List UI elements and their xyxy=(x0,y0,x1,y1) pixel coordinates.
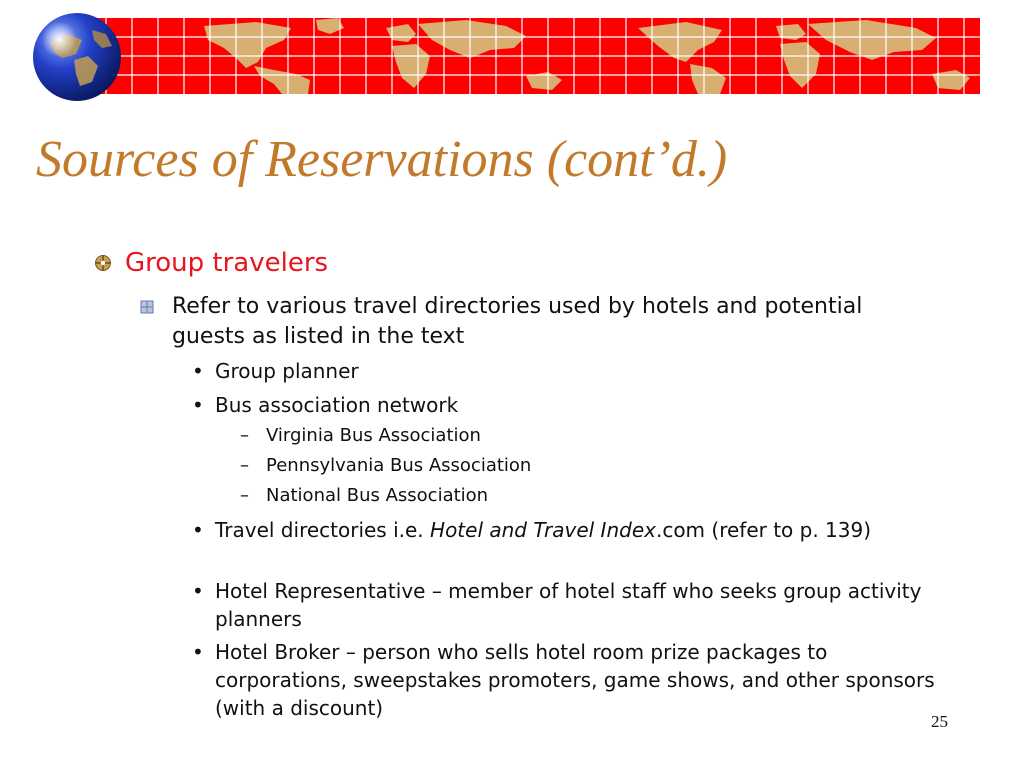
group-travelers-heading: Group travelers xyxy=(125,248,329,278)
dash-marker: – xyxy=(240,455,249,476)
bullet-dot: • xyxy=(192,640,204,664)
directories-suffix: .com (refer to p. 139) xyxy=(655,518,872,542)
dash-marker: – xyxy=(240,425,249,446)
bullet-dot: • xyxy=(192,393,204,417)
directories-prefix: Travel directories i.e. xyxy=(215,518,431,542)
world-map-banner xyxy=(86,18,980,94)
bullet-text xyxy=(215,516,935,544)
bullet-text: Hotel Broker – person who sells hotel room prize packages to corporations, sweepstakes promoters, game shows, and other sponsors (with a discount) xyxy=(215,640,935,720)
bullet-text: Group planner xyxy=(215,359,359,383)
square-bullet-icon xyxy=(140,300,154,314)
bullet-dot: • xyxy=(192,359,204,383)
bullet-dot: • xyxy=(192,518,204,542)
crosshair-circle-bullet-icon xyxy=(94,254,112,272)
bullet-dot: • xyxy=(192,579,204,603)
globe-icon xyxy=(32,12,122,102)
bullet-text: Bus association network xyxy=(215,393,459,417)
slide-title: Sources of Reservations (cont’d.) xyxy=(36,131,728,188)
bullet-text: Hotel Representative – member of hotel staff who seeks group activity planners xyxy=(215,579,922,631)
page-number: 25 xyxy=(931,712,948,731)
dash-marker: – xyxy=(240,485,249,506)
sub-bullet-text: Virginia Bus Association xyxy=(266,425,481,446)
sub-bullet-text: Pennsylvania Bus Association xyxy=(266,455,532,476)
sub-bullet-text: National Bus Association xyxy=(266,485,489,506)
subheading-text: Refer to various travel directories used by hotels and potential guests as listed in the text xyxy=(172,294,863,349)
hotel-travel-index-title: Hotel and Travel Index xyxy=(430,518,656,542)
